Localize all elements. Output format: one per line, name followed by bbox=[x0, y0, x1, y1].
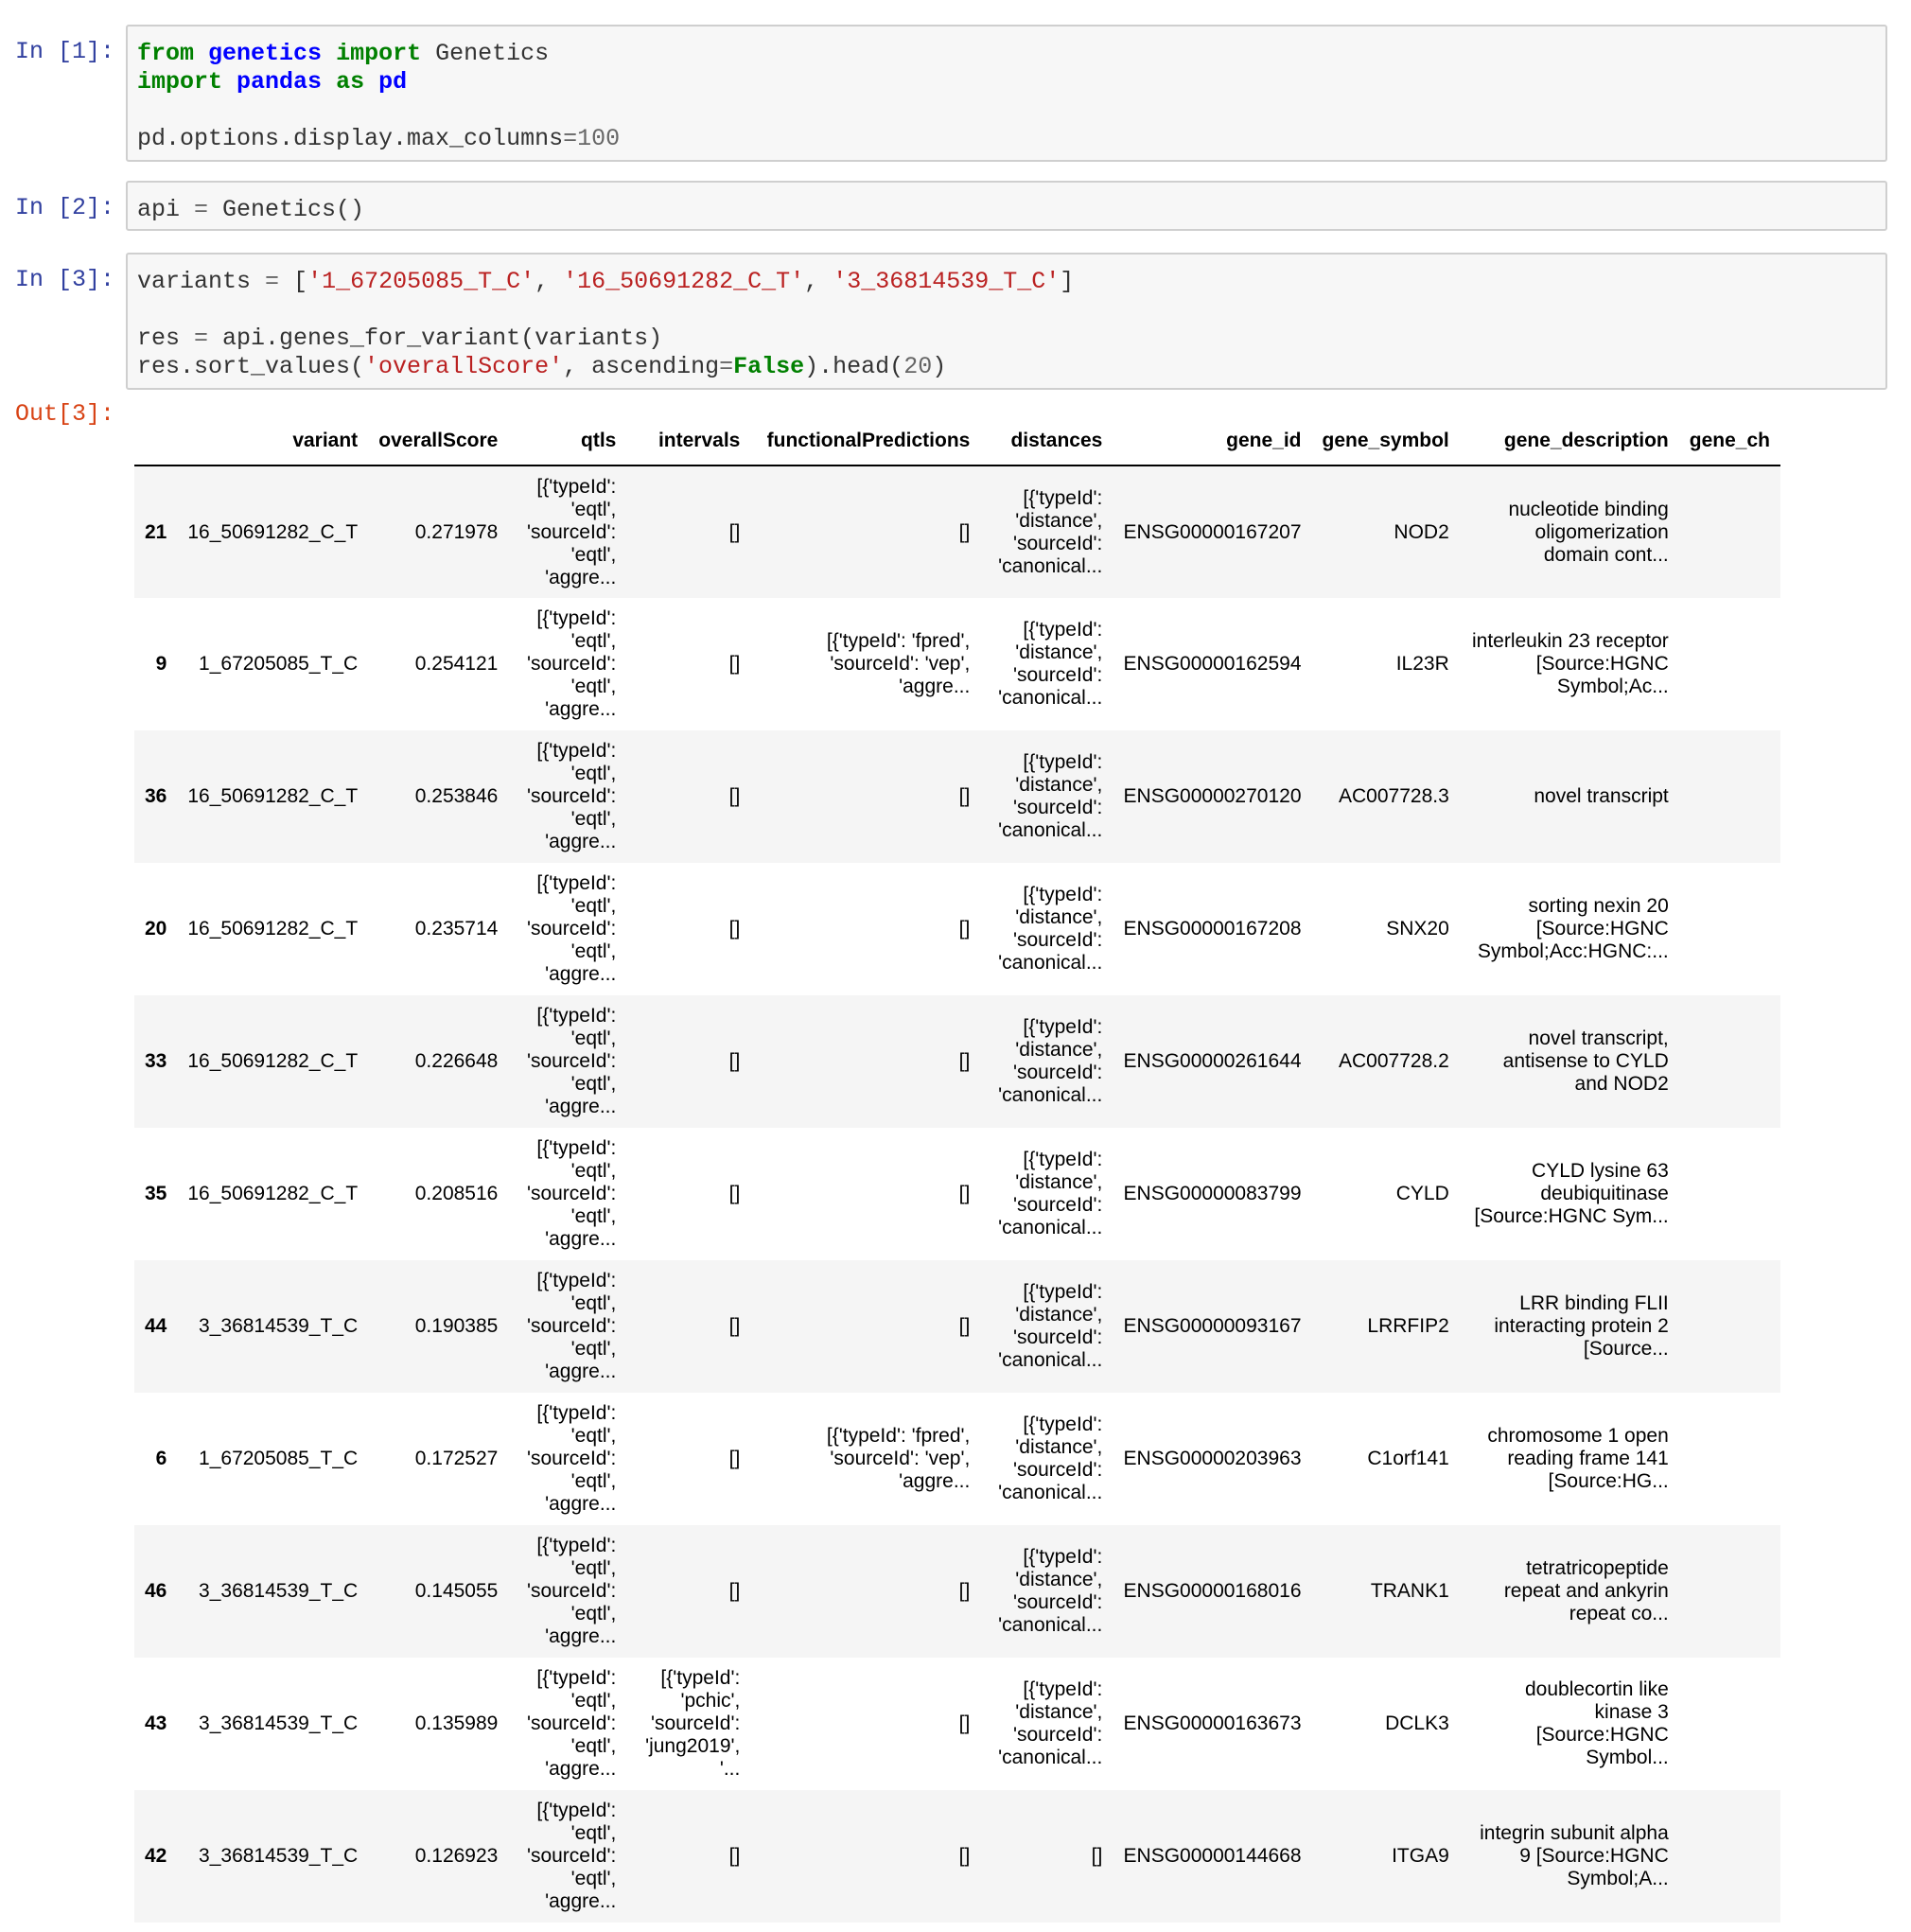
gene-symbol-cell: IL23R bbox=[1395, 653, 1449, 675]
gene-ch-cell bbox=[1679, 1525, 1780, 1658]
row-index: 9 bbox=[155, 653, 167, 675]
variant-cell: 16_50691282_C_T bbox=[187, 785, 359, 807]
qtls-cell-text: [{'typeId': 'eqtl', 'sourceId': 'eqtl', 'aggre... bbox=[526, 1402, 617, 1515]
functional-predictions-cell-text: [{'typeId': 'fpred', 'sourceId': 'vep', 'aggre... bbox=[826, 630, 971, 697]
functional-predictions-cell-text: [] bbox=[958, 1315, 971, 1337]
code-text: api = Genetics() bbox=[137, 196, 365, 223]
qtls-cell bbox=[508, 995, 626, 1128]
table-row bbox=[134, 1260, 1780, 1393]
overall-score-cell: 0.253846 bbox=[414, 785, 499, 807]
input-prompt: In [1]: bbox=[15, 38, 115, 65]
gene-description-cell-text: CYLD lysine 63 deubiquitinase [Source:HGNC Sym... bbox=[1474, 1160, 1669, 1227]
variant-cell: 3_36814539_T_C bbox=[199, 1845, 359, 1867]
qtls-cell-text: [{'typeId': 'eqtl', 'sourceId': 'eqtl', 'aggre... bbox=[526, 1535, 617, 1647]
gene-description-cell-text: chromosome 1 open reading frame 141 [Source:HG... bbox=[1487, 1425, 1669, 1492]
gene-symbol-cell: LRRFIP2 bbox=[1367, 1315, 1449, 1337]
column-header-functionalPredictions: functionalPredictions bbox=[750, 416, 980, 465]
variant-cell: 16_50691282_C_T bbox=[187, 1183, 359, 1204]
functional-predictions-cell-text: [] bbox=[958, 1183, 971, 1204]
dataframe-table bbox=[134, 416, 1780, 1923]
table-row bbox=[134, 1658, 1780, 1790]
column-header-gene-description: gene_description bbox=[1460, 416, 1679, 465]
row-index: 46 bbox=[145, 1580, 167, 1602]
intervals-cell bbox=[626, 1128, 750, 1260]
distances-cell bbox=[980, 1790, 1113, 1923]
functional-predictions-cell bbox=[750, 1658, 980, 1790]
gene-description-cell bbox=[1460, 730, 1679, 863]
variant-cell: 3_36814539_T_C bbox=[199, 1315, 359, 1337]
gene-id-cell: ENSG00000168016 bbox=[1123, 1580, 1302, 1602]
intervals-cell bbox=[626, 1260, 750, 1393]
functional-predictions-cell-text: [] bbox=[958, 785, 971, 807]
gene-ch-cell bbox=[1679, 995, 1780, 1128]
intervals-cell-text: [] bbox=[728, 1448, 741, 1469]
gene-id-cell: ENSG00000167207 bbox=[1123, 520, 1302, 543]
index-header bbox=[134, 416, 177, 465]
distances-cell-text: [{'typeId': 'distance', 'sourceId': 'canonical... bbox=[998, 1281, 1103, 1371]
intervals-cell bbox=[626, 1790, 750, 1923]
variant-cell: 16_50691282_C_T bbox=[187, 520, 359, 543]
distances-cell-text: [{'typeId': 'distance', 'sourceId': 'canonical... bbox=[998, 1149, 1103, 1238]
qtls-cell bbox=[508, 1128, 626, 1260]
qtls-cell-text: [{'typeId': 'eqtl', 'sourceId': 'eqtl', 'aggre... bbox=[526, 607, 617, 720]
gene-description-cell-text: tetratricopeptide repeat and ankyrin repeat co... bbox=[1503, 1557, 1669, 1625]
row-index: 36 bbox=[145, 785, 167, 807]
gene-description-cell-text: nucleotide binding oligomerization domain cont... bbox=[1508, 498, 1669, 566]
distances-cell bbox=[980, 1658, 1113, 1790]
functional-predictions-cell bbox=[750, 863, 980, 995]
variant-cell: 1_67205085_T_C bbox=[199, 1448, 359, 1469]
gene-description-cell bbox=[1460, 1128, 1679, 1260]
code-editor[interactable] bbox=[126, 25, 1887, 162]
qtls-cell-text: [{'typeId': 'eqtl', 'sourceId': 'eqtl', 'aggre... bbox=[526, 1270, 617, 1382]
variant-cell: 3_36814539_T_C bbox=[199, 1712, 359, 1734]
gene-symbol-cell: ITGA9 bbox=[1392, 1845, 1449, 1867]
gene-symbol-cell: C1orf141 bbox=[1367, 1448, 1449, 1469]
gene-id-cell: ENSG00000261644 bbox=[1123, 1050, 1302, 1072]
qtls-cell-text: [{'typeId': 'eqtl', 'sourceId': 'eqtl', 'aggre... bbox=[526, 1667, 617, 1780]
distances-cell bbox=[980, 1260, 1113, 1393]
intervals-cell-text: [] bbox=[728, 785, 741, 807]
overall-score-cell: 0.254121 bbox=[414, 653, 499, 675]
gene-symbol-cell: AC007728.2 bbox=[1339, 1050, 1449, 1072]
gene-description-cell bbox=[1460, 1658, 1679, 1790]
gene-description-cell-text: sorting nexin 20 [Source:HGNC Symbol;Acc:HGNC:... bbox=[1477, 895, 1669, 962]
row-index: 44 bbox=[145, 1315, 167, 1337]
table-row bbox=[134, 1128, 1780, 1260]
distances-cell-text: [{'typeId': 'distance', 'sourceId': 'canonical... bbox=[998, 751, 1103, 841]
column-header-qtls: qtls bbox=[508, 416, 626, 465]
code-editor[interactable] bbox=[126, 181, 1887, 231]
functional-predictions-cell bbox=[750, 730, 980, 863]
intervals-cell bbox=[626, 465, 750, 598]
gene-description-cell-text: interleukin 23 receptor [Source:HGNC Symbol;Ac... bbox=[1471, 630, 1669, 697]
intervals-cell bbox=[626, 995, 750, 1128]
overall-score-cell: 0.235714 bbox=[414, 918, 499, 940]
gene-ch-cell bbox=[1679, 730, 1780, 863]
row-index: 20 bbox=[145, 918, 167, 940]
gene-id-cell: ENSG00000093167 bbox=[1123, 1315, 1302, 1337]
code-text: from genetics import Genetics import pandas as pd pd.options.display.max_columns=100 bbox=[137, 40, 621, 152]
functional-predictions-cell bbox=[750, 1260, 980, 1393]
distances-cell bbox=[980, 598, 1113, 730]
table-row bbox=[134, 863, 1780, 995]
gene-description-cell-text: novel transcript bbox=[1534, 785, 1669, 807]
qtls-cell bbox=[508, 1393, 626, 1525]
intervals-cell-text: [] bbox=[728, 1050, 741, 1072]
overall-score-cell: 0.126923 bbox=[414, 1845, 499, 1867]
gene-ch-cell bbox=[1679, 1128, 1780, 1260]
table-row bbox=[134, 995, 1780, 1128]
variant-cell: 3_36814539_T_C bbox=[199, 1580, 359, 1602]
gene-id-cell: ENSG00000162594 bbox=[1123, 653, 1302, 675]
distances-cell-text: [{'typeId': 'distance', 'sourceId': 'canonical... bbox=[998, 486, 1103, 577]
intervals-cell bbox=[626, 1393, 750, 1525]
table-row bbox=[134, 1393, 1780, 1525]
gene-ch-cell bbox=[1679, 1260, 1780, 1393]
distances-cell bbox=[980, 1525, 1113, 1658]
qtls-cell bbox=[508, 465, 626, 598]
overall-score-cell: 0.190385 bbox=[414, 1315, 499, 1337]
intervals-cell bbox=[626, 730, 750, 863]
distances-cell bbox=[980, 1128, 1113, 1260]
input-prompt: In [2]: bbox=[15, 194, 115, 221]
table-row bbox=[134, 1790, 1780, 1923]
gene-ch-cell bbox=[1679, 465, 1780, 598]
gene-description-cell-text: LRR binding FLII interacting protein 2 [Source... bbox=[1494, 1292, 1669, 1360]
functional-predictions-cell-text: [] bbox=[958, 1580, 971, 1602]
gene-symbol-cell: SNX20 bbox=[1386, 918, 1449, 940]
code-cell-1[interactable] bbox=[0, 25, 1911, 162]
functional-predictions-cell bbox=[750, 1790, 980, 1923]
functional-predictions-cell bbox=[750, 465, 980, 598]
qtls-cell-text: [{'typeId': 'eqtl', 'sourceId': 'eqtl', 'aggre... bbox=[526, 1005, 617, 1117]
gene-ch-cell bbox=[1679, 1790, 1780, 1923]
gene-symbol-cell: CYLD bbox=[1395, 1183, 1449, 1204]
column-header-intervals: intervals bbox=[626, 416, 750, 465]
distances-cell bbox=[980, 995, 1113, 1128]
gene-description-cell bbox=[1460, 1393, 1679, 1525]
functional-predictions-cell-text: [] bbox=[958, 918, 971, 940]
gene-description-cell bbox=[1460, 598, 1679, 730]
functional-predictions-cell bbox=[750, 995, 980, 1128]
intervals-cell bbox=[626, 863, 750, 995]
row-index: 21 bbox=[145, 520, 167, 543]
distances-cell bbox=[980, 863, 1113, 995]
gene-id-cell: ENSG00000203963 bbox=[1123, 1448, 1302, 1469]
gene-symbol-cell: NOD2 bbox=[1394, 520, 1449, 543]
table-row bbox=[134, 730, 1780, 863]
overall-score-cell: 0.226648 bbox=[414, 1050, 499, 1072]
intervals-cell-text: [] bbox=[728, 1183, 741, 1204]
column-header-overallScore: overallScore bbox=[368, 416, 508, 465]
variant-cell: 16_50691282_C_T bbox=[187, 1050, 359, 1072]
distances-cell-text: [{'typeId': 'distance', 'sourceId': 'canonical... bbox=[998, 1678, 1103, 1768]
output-prompt: Out[3]: bbox=[15, 400, 115, 428]
gene-id-cell: ENSG00000144668 bbox=[1123, 1845, 1302, 1867]
code-editor[interactable] bbox=[126, 253, 1887, 390]
qtls-cell bbox=[508, 730, 626, 863]
output-area bbox=[0, 416, 1780, 1932]
intervals-cell-text: [] bbox=[728, 1580, 741, 1602]
column-header-distances: distances bbox=[980, 416, 1113, 465]
distances-cell-text: [{'typeId': 'distance', 'sourceId': 'canonical... bbox=[998, 619, 1103, 709]
gene-description-cell bbox=[1460, 465, 1679, 598]
gene-description-cell-text: integrin subunit alpha 9 [Source:HGNC Symbol;A... bbox=[1480, 1822, 1669, 1889]
overall-score-cell: 0.145055 bbox=[414, 1580, 499, 1602]
variant-cell: 1_67205085_T_C bbox=[199, 653, 359, 675]
gene-description-cell bbox=[1460, 1525, 1679, 1658]
overall-score-cell: 0.172527 bbox=[414, 1448, 499, 1469]
distances-cell bbox=[980, 730, 1113, 863]
table-row bbox=[134, 598, 1780, 730]
input-prompt: In [3]: bbox=[15, 266, 115, 293]
functional-predictions-cell bbox=[750, 1393, 980, 1525]
gene-id-cell: ENSG00000270120 bbox=[1123, 785, 1302, 807]
qtls-cell-text: [{'typeId': 'eqtl', 'sourceId': 'eqtl', 'aggre... bbox=[526, 1137, 617, 1250]
intervals-cell bbox=[626, 1525, 750, 1658]
row-index: 43 bbox=[145, 1712, 167, 1734]
table-row bbox=[134, 1525, 1780, 1658]
intervals-cell bbox=[626, 598, 750, 730]
distances-cell-text: [] bbox=[1091, 1845, 1103, 1867]
row-index: 6 bbox=[155, 1448, 167, 1469]
overall-score-cell: 0.135989 bbox=[414, 1712, 499, 1734]
gene-id-cell: ENSG00000083799 bbox=[1123, 1183, 1302, 1204]
gene-description-cell-text: doublecortin like kinase 3 [Source:HGNC Symbol... bbox=[1525, 1678, 1669, 1768]
intervals-cell-text: [] bbox=[728, 918, 741, 940]
qtls-cell-text: [{'typeId': 'eqtl', 'sourceId': 'eqtl', 'aggre... bbox=[526, 872, 617, 985]
intervals-cell-text: [{'typeId': 'pchic', 'sourceId': 'jung2019', '... bbox=[645, 1667, 741, 1780]
gene-symbol-cell: TRANK1 bbox=[1370, 1580, 1449, 1602]
distances-cell-text: [{'typeId': 'distance', 'sourceId': 'canonical... bbox=[998, 884, 1103, 974]
qtls-cell-text: [{'typeId': 'eqtl', 'sourceId': 'eqtl', 'aggre... bbox=[526, 740, 617, 852]
code-cell-3[interactable] bbox=[0, 253, 1911, 390]
qtls-cell bbox=[508, 1658, 626, 1790]
gene-id-cell: ENSG00000167208 bbox=[1123, 918, 1302, 940]
table-row bbox=[134, 465, 1780, 598]
column-header-gene-ch: gene_ch bbox=[1679, 416, 1780, 465]
qtls-cell-text: [{'typeId': 'eqtl', 'sourceId': 'eqtl', 'aggre... bbox=[526, 475, 617, 588]
distances-cell bbox=[980, 465, 1113, 598]
functional-predictions-cell-text: [] bbox=[958, 1712, 971, 1734]
overall-score-cell: 0.208516 bbox=[414, 1183, 499, 1204]
gene-symbol-cell: DCLK3 bbox=[1385, 1712, 1449, 1734]
gene-ch-cell bbox=[1679, 1393, 1780, 1525]
column-header-gene-id: gene_id bbox=[1113, 416, 1311, 465]
functional-predictions-cell bbox=[750, 598, 980, 730]
intervals-cell-text: [] bbox=[728, 520, 741, 543]
functional-predictions-cell bbox=[750, 1128, 980, 1260]
qtls-cell-text: [{'typeId': 'eqtl', 'sourceId': 'eqtl', 'aggre... bbox=[526, 1800, 617, 1912]
gene-description-cell bbox=[1460, 1790, 1679, 1923]
functional-predictions-cell-text: [{'typeId': 'fpred', 'sourceId': 'vep', 'aggre... bbox=[826, 1425, 971, 1492]
qtls-cell bbox=[508, 863, 626, 995]
distances-cell-text: [{'typeId': 'distance', 'sourceId': 'canonical... bbox=[998, 1016, 1103, 1106]
row-index: 35 bbox=[145, 1183, 167, 1204]
intervals-cell-text: [] bbox=[728, 653, 741, 675]
column-header-gene-symbol: gene_symbol bbox=[1312, 416, 1460, 465]
row-index: 33 bbox=[145, 1050, 167, 1072]
row-index: 42 bbox=[145, 1845, 167, 1867]
gene-ch-cell bbox=[1679, 1658, 1780, 1790]
functional-predictions-cell bbox=[750, 1525, 980, 1658]
qtls-cell bbox=[508, 1260, 626, 1393]
code-cell-2[interactable] bbox=[0, 181, 1911, 231]
gene-description-cell bbox=[1460, 995, 1679, 1128]
variant-cell: 16_50691282_C_T bbox=[187, 918, 359, 940]
gene-ch-cell bbox=[1679, 863, 1780, 995]
table-header-row bbox=[134, 416, 1780, 465]
functional-predictions-cell-text: [] bbox=[958, 520, 971, 543]
code-text: variants = ['1_67205085_T_C', '16_50691282_C_T', '3_36814539_T_C'] res = api.genes_for_variant(variants) res.sort_values('overallScore', ascending=False).head(20) bbox=[137, 268, 1075, 380]
intervals-cell bbox=[626, 1658, 750, 1790]
distances-cell bbox=[980, 1393, 1113, 1525]
intervals-cell-text: [] bbox=[728, 1315, 741, 1337]
functional-predictions-cell-text: [] bbox=[958, 1050, 971, 1072]
qtls-cell bbox=[508, 598, 626, 730]
qtls-cell bbox=[508, 1790, 626, 1923]
gene-id-cell: ENSG00000163673 bbox=[1123, 1712, 1302, 1734]
intervals-cell-text: [] bbox=[728, 1845, 741, 1867]
distances-cell-text: [{'typeId': 'distance', 'sourceId': 'canonical... bbox=[998, 1414, 1103, 1503]
gene-description-cell bbox=[1460, 863, 1679, 995]
functional-predictions-cell-text: [] bbox=[958, 1845, 971, 1867]
gene-description-cell bbox=[1460, 1260, 1679, 1393]
column-header-variant: variant bbox=[177, 416, 368, 465]
gene-description-cell-text: novel transcript, antisense to CYLD and NOD2 bbox=[1502, 1027, 1669, 1095]
gene-ch-cell bbox=[1679, 598, 1780, 730]
gene-symbol-cell: AC007728.3 bbox=[1339, 785, 1449, 807]
qtls-cell bbox=[508, 1525, 626, 1658]
distances-cell-text: [{'typeId': 'distance', 'sourceId': 'canonical... bbox=[998, 1546, 1103, 1636]
overall-score-cell: 0.271978 bbox=[414, 520, 499, 543]
